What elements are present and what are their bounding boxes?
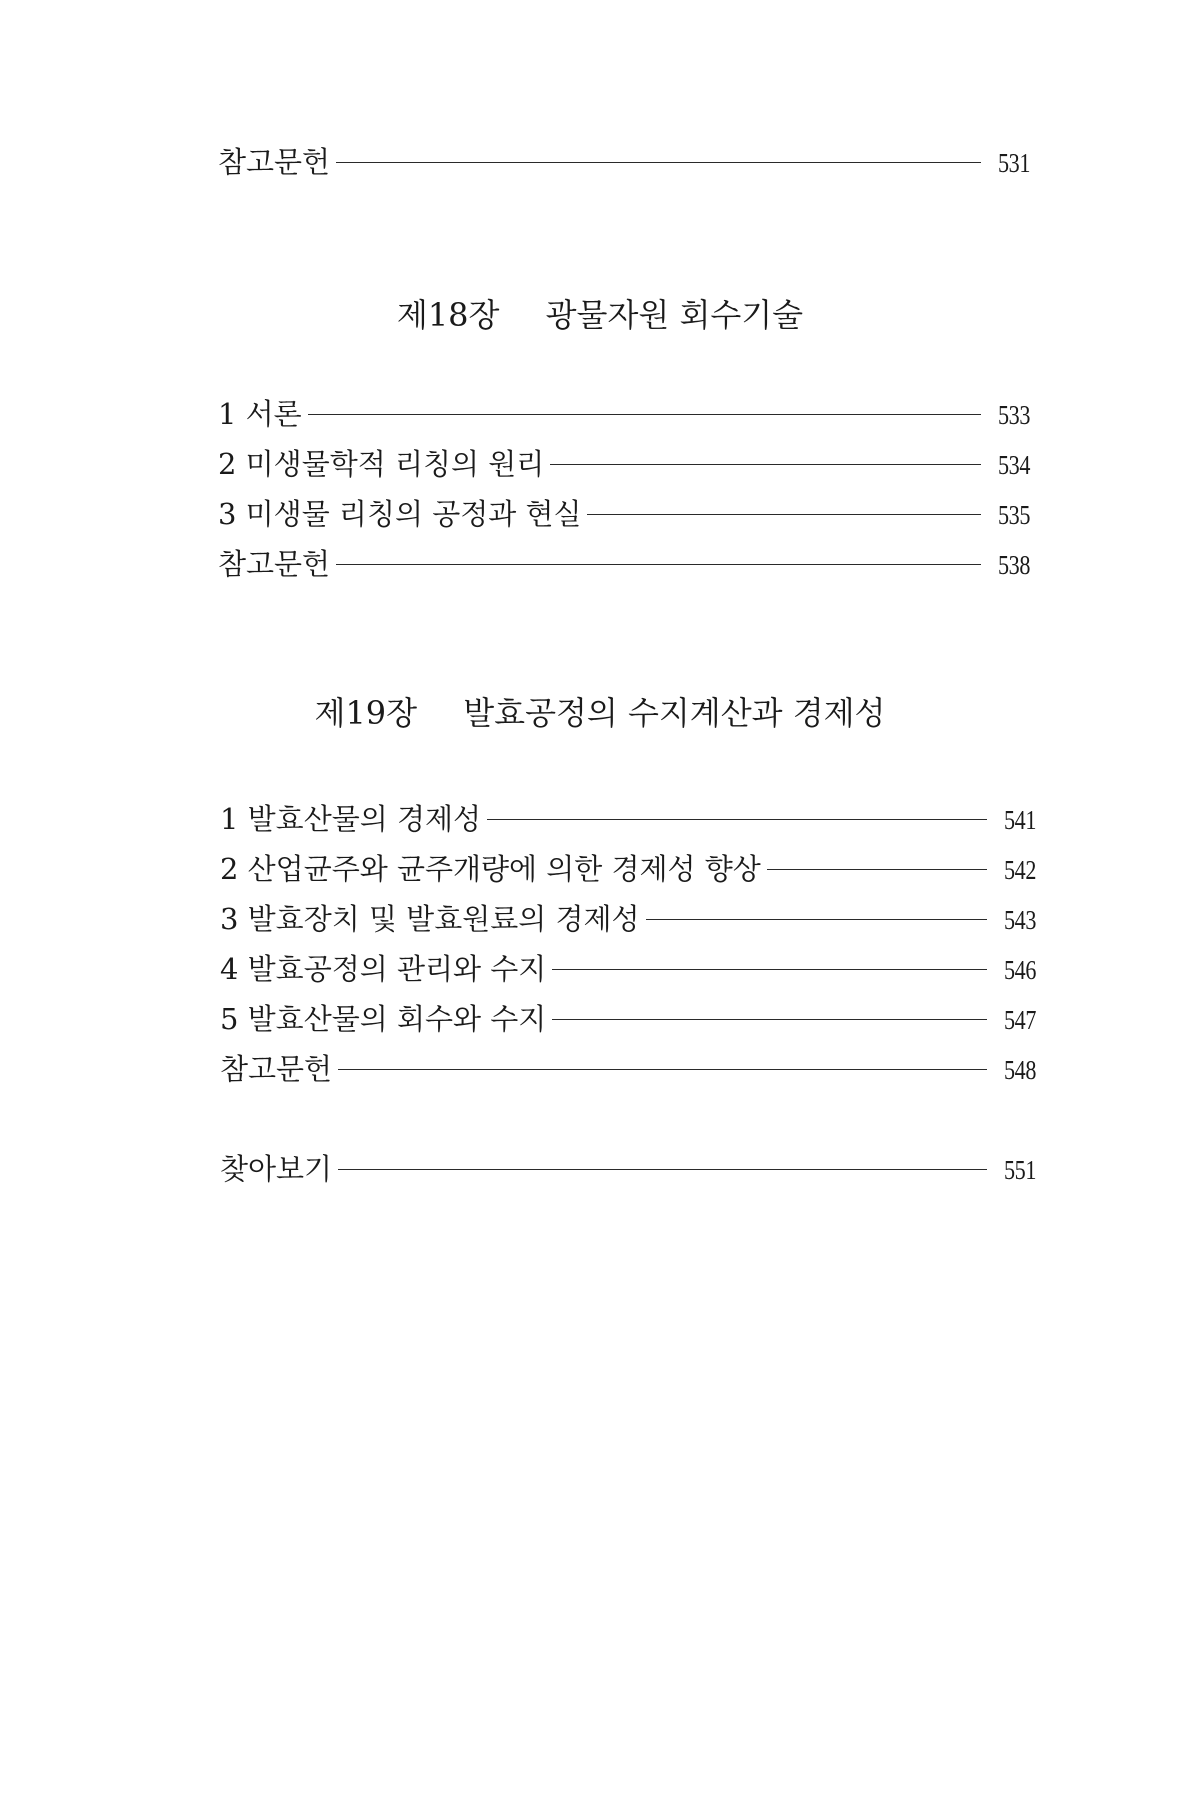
chapter-18-title: 광물자원 회수기술 <box>545 296 804 334</box>
toc-entry-label: 참고문헌 <box>218 547 331 581</box>
toc-entry-label: 참고문헌 <box>218 145 331 179</box>
toc-entry[interactable] <box>218 497 1030 531</box>
toc-entry-index[interactable] <box>220 1152 1036 1186</box>
leader-line <box>552 1019 987 1020</box>
toc-entry-label: 3 발효장치 및 발효원료의 경제성 <box>220 902 640 936</box>
toc-entry-label: 찾아보기 <box>220 1152 333 1186</box>
toc-entry[interactable] <box>220 852 1036 886</box>
toc-entry-page: 551 <box>1004 1155 1036 1185</box>
leader-line <box>338 1169 987 1170</box>
toc-entry-page: 541 <box>1004 805 1036 835</box>
toc-entry-page: 531 <box>998 148 1030 178</box>
leader-line <box>338 1069 987 1070</box>
toc-entry[interactable] <box>220 1002 1036 1036</box>
toc-entry[interactable] <box>220 902 1036 936</box>
chapter-19-heading <box>0 688 1200 734</box>
leader-line <box>487 819 987 820</box>
toc-entry-page: 543 <box>1004 905 1036 935</box>
toc-entry-references[interactable] <box>220 1052 1036 1086</box>
toc-entry-references[interactable] <box>218 547 1030 581</box>
leader-line <box>767 869 987 870</box>
toc-entry[interactable] <box>218 397 1030 431</box>
toc-entry-label: 3 미생물 리칭의 공정과 현실 <box>218 497 582 531</box>
leader-line <box>336 162 981 163</box>
toc-entry-page: 533 <box>998 400 1030 430</box>
toc-entry[interactable] <box>218 447 1030 481</box>
toc-entry-page: 535 <box>998 500 1030 530</box>
leader-line <box>587 514 981 515</box>
chapter-19-title: 발효공정의 수지계산과 경제성 <box>463 694 886 732</box>
toc-entry-label: 5 발효산물의 회수와 수지 <box>220 1002 547 1036</box>
toc-entry[interactable] <box>220 952 1036 986</box>
toc-entry-references-prev[interactable] <box>218 145 1030 179</box>
toc-entry-page: 548 <box>1004 1055 1036 1085</box>
chapter-19-number: 제19장 <box>314 694 418 732</box>
toc-entry-label: 참고문헌 <box>220 1052 333 1086</box>
leader-line <box>308 414 981 415</box>
toc-entry-label: 2 산업균주와 균주개량에 의한 경제성 향상 <box>220 852 761 886</box>
toc-entry-label: 4 발효공정의 관리와 수지 <box>220 952 547 986</box>
toc-entry-page: 547 <box>1004 1005 1036 1035</box>
toc-entry-label: 1 발효산물의 경제성 <box>220 802 481 836</box>
toc-entry[interactable] <box>220 802 1036 836</box>
toc-entry-page: 546 <box>1004 955 1036 985</box>
toc-entry-page: 538 <box>998 550 1030 580</box>
toc-entry-label: 2 미생물학적 리칭의 원리 <box>218 447 545 481</box>
leader-line <box>552 969 987 970</box>
leader-line <box>550 464 981 465</box>
chapter-18-heading <box>0 290 1200 336</box>
toc-entry-page: 534 <box>998 450 1030 480</box>
leader-line <box>336 564 981 565</box>
leader-line <box>646 919 987 920</box>
chapter-18-number: 제18장 <box>396 296 500 334</box>
toc-entry-page: 542 <box>1004 855 1036 885</box>
toc-entry-label: 1 서론 <box>218 397 302 431</box>
